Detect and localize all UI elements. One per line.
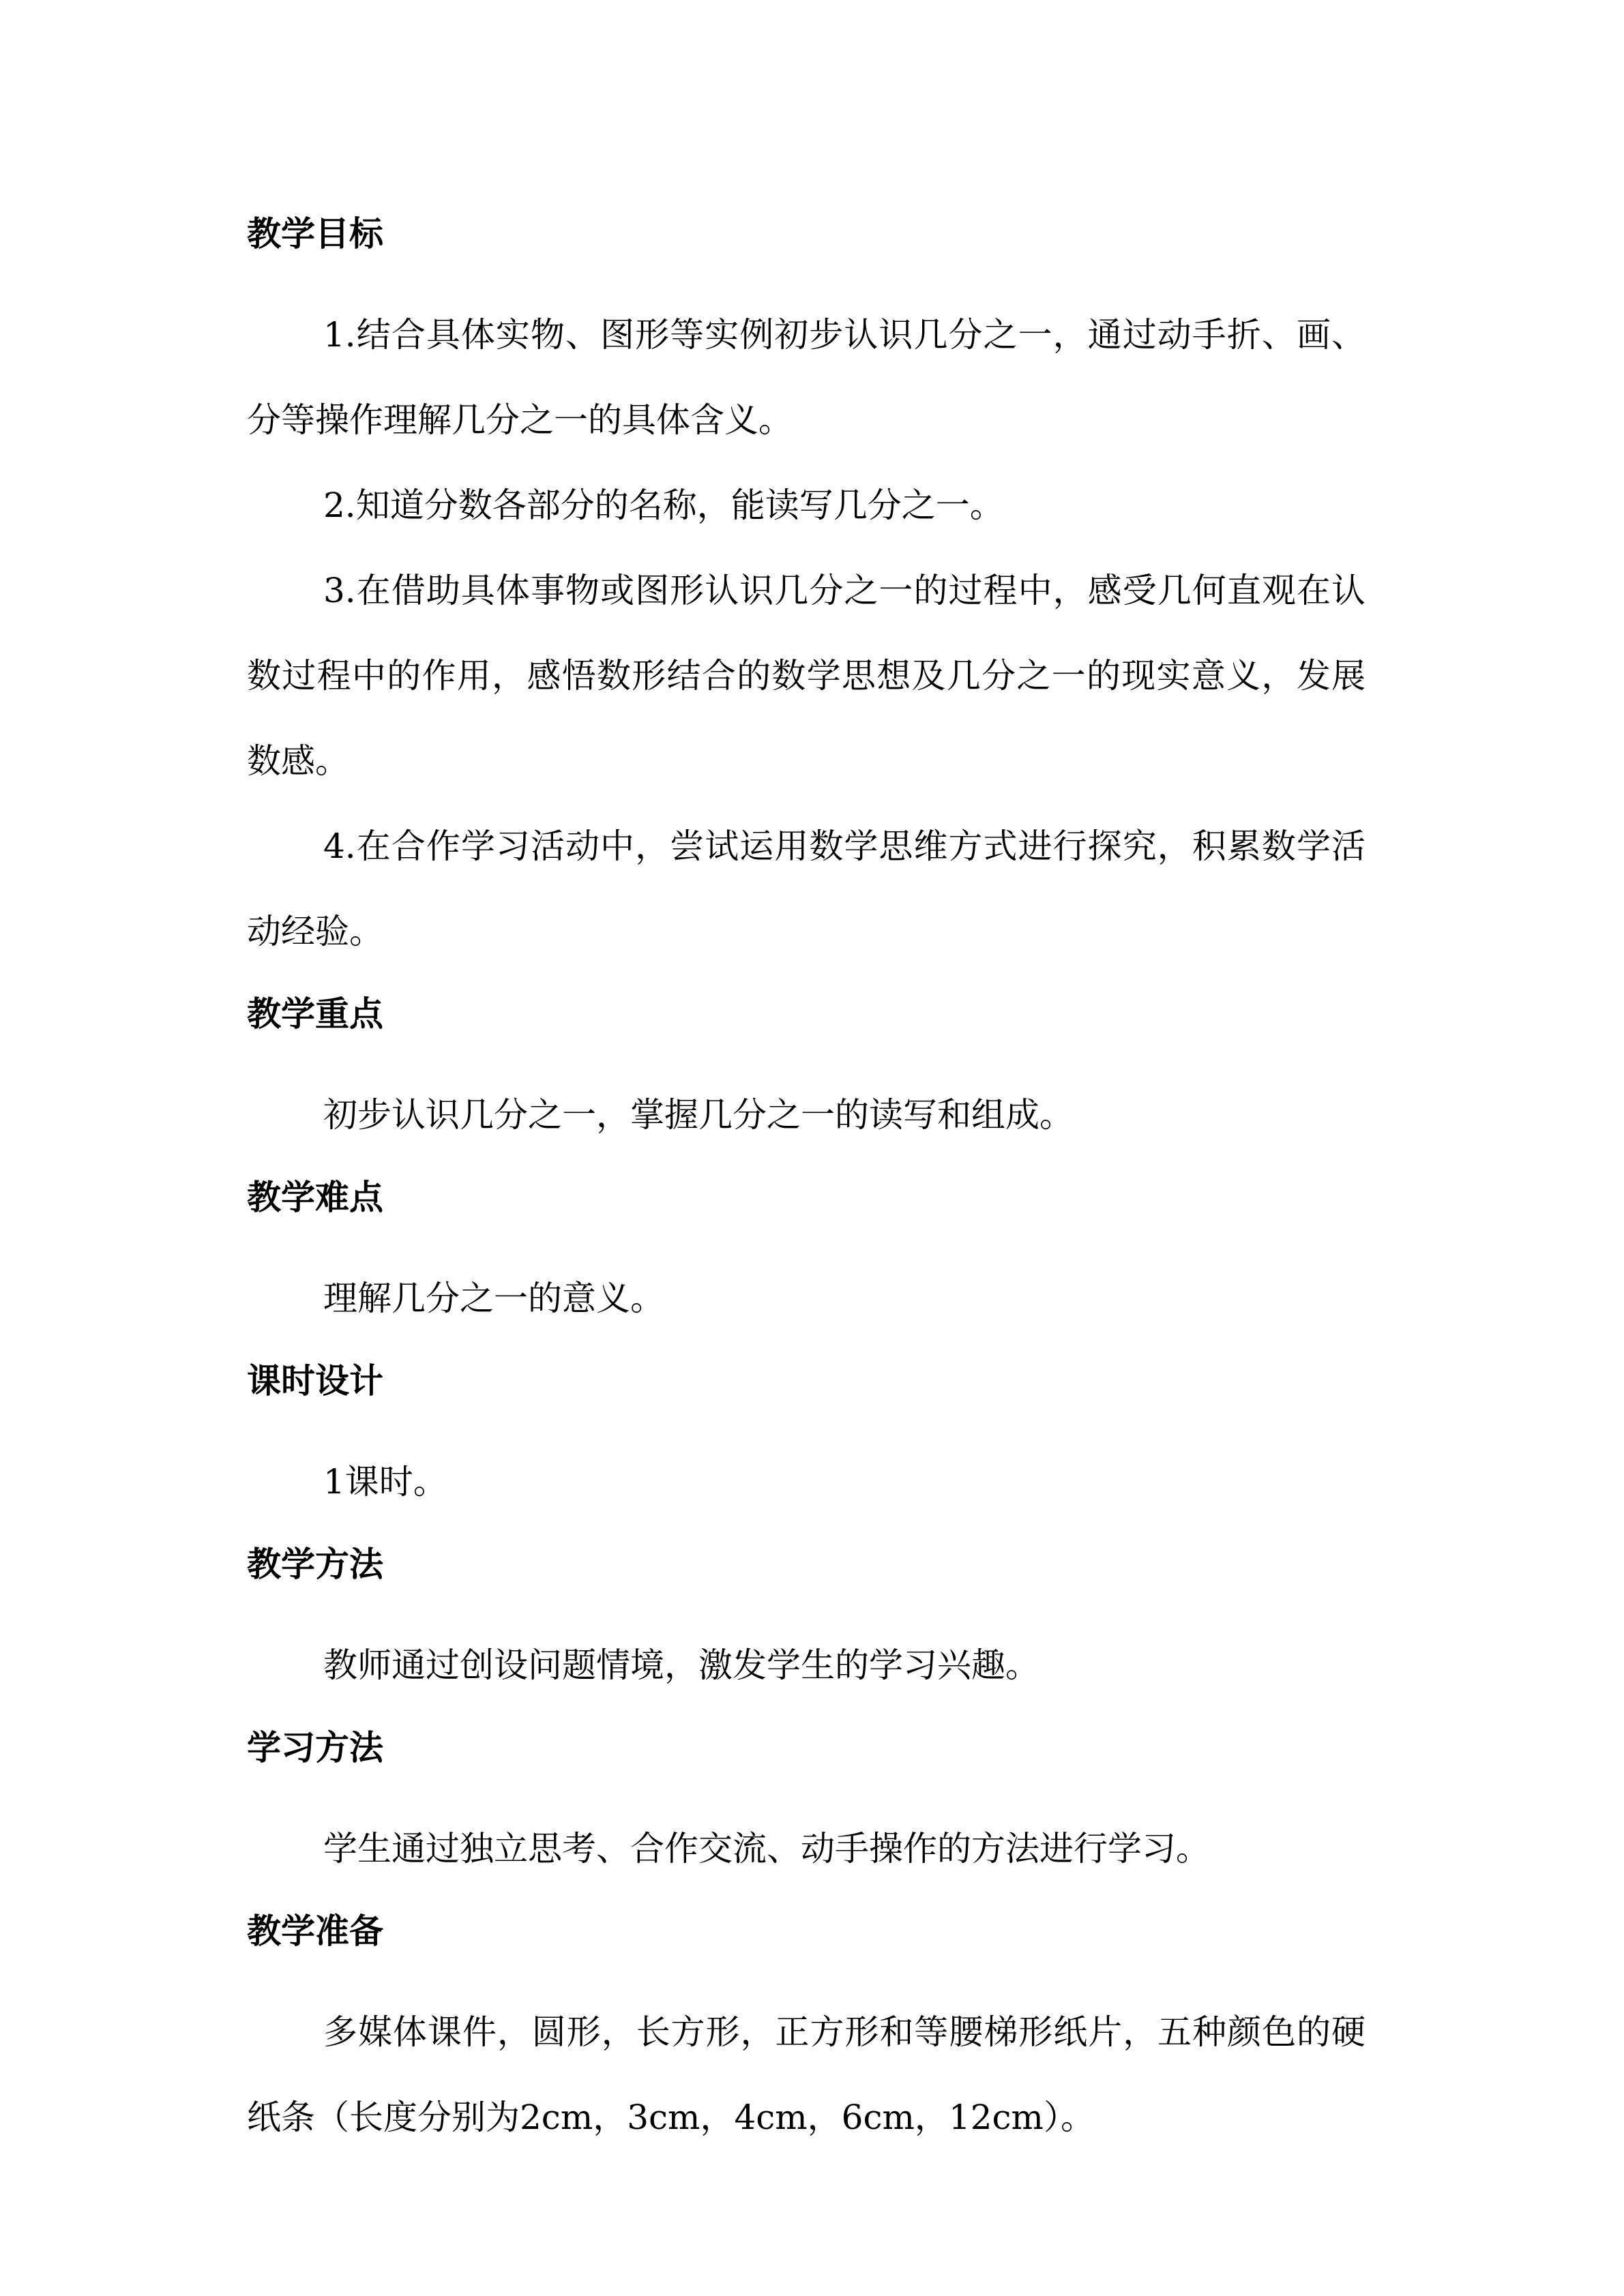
section-heading: 教学准备 [247,1911,383,1951]
learning-methods-paragraph: 学生通过独立思考、合作交流、动手操作的方法进行学习。 [323,1829,1210,1868]
section-teaching-difficulty [247,1172,1365,1341]
section-teaching-focus [247,988,1365,1158]
section-teaching-objectives [247,208,1365,974]
section-heading: 教学方法 [247,1545,383,1584]
objective-paragraph-4: 4.在合作学习活动中，尝试运用数学思维方式进行探究，积累数学活动经验。 [247,826,1365,951]
focus-paragraph: 初步认识几分之一，掌握几分之一的读写和组成。 [323,1095,1074,1135]
section-heading: 教学目标 [247,214,383,254]
lesson-design-paragraph: 1课时。 [323,1462,447,1502]
objective-paragraph-1: 1.结合具体实物、图形等实例初步认识几分之一，通过动手折、画、分等操作理解几分之一的具体含义。 [247,315,1365,440]
section-heading: 教学难点 [247,1178,383,1217]
teaching-methods-paragraph: 教师通过创设问题情境，激发学生的学习兴趣。 [323,1645,1039,1685]
objective-paragraph-2: 2.知道分数各部分的名称，能读写几分之一。 [323,486,1004,525]
section-teaching-preparation [247,1905,1365,2160]
section-lesson-design [247,1355,1365,1525]
preparation-paragraph: 多媒体课件，圆形，长方形，正方形和等腰梯形纸片，五种颜色的硬纸条（长度分别为2cm，3cm，4cm，6cm，12cm）。 [247,2012,1365,2137]
section-teaching-methods [247,1538,1365,1708]
section-learning-methods [247,1722,1365,1892]
document-body [247,208,1365,2160]
section-heading: 课时设计 [247,1361,383,1401]
objective-paragraph-3: 3.在借助具体事物或图形认识几分之一的过程中，感受几何直观在认数过程中的作用，感悟数形结合的数学思想及几分之一的现实意义，发展数感。 [247,571,1365,781]
difficulty-paragraph: 理解几分之一的意义。 [323,1279,664,1318]
section-heading: 学习方法 [247,1728,383,1768]
section-heading: 教学重点 [247,994,383,1034]
